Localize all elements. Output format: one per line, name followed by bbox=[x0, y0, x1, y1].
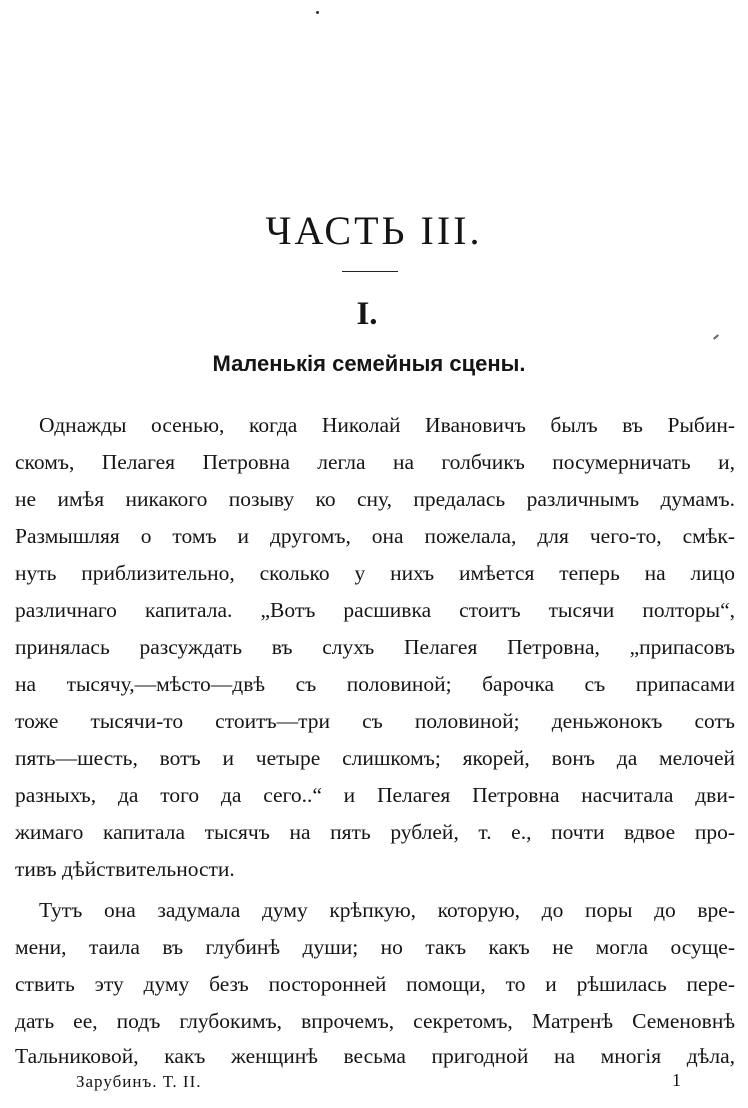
text-line: ствить эту думу безъ посторонней помощи, то и рѣшилась пере- bbox=[15, 972, 735, 996]
text-line: на тысячу,—мѣсто—двѣ съ половиной; барочка съ припасами bbox=[15, 672, 735, 696]
part-title: ЧАСТЬ III. bbox=[265, 208, 483, 253]
signature-mark: Зарубинъ. Т. II. bbox=[76, 1072, 202, 1091]
text-line: тивъ дѣйствительности. bbox=[15, 857, 235, 881]
text-line: нуть приблизительно, сколько у нихъ имѣется теперь на лицо bbox=[15, 561, 735, 585]
text-line: Однажды осенью, когда Николай Ивановичъ былъ въ Рыбин- bbox=[39, 413, 735, 437]
text-line: дать ее, подъ глубокимъ, впрочемъ, секретомъ, Матренѣ Семеновнѣ bbox=[15, 1009, 735, 1033]
text-line: разныхъ, да того да сего..“ и Пелагея Петровна насчитала дви- bbox=[15, 783, 735, 807]
text-line: принялась разсуждать въ слухъ Пелагея Петровна, „припасовъ bbox=[15, 635, 735, 659]
text-line: скомъ, Пелагея Петровна легла на голбчикъ посумерничать и, bbox=[15, 450, 735, 474]
text-line: не имѣя никакого позыву ко сну, предалась различнымъ думамъ. bbox=[15, 487, 735, 511]
text-line: мени, таила въ глубинѣ души; но такъ какъ не могла осуще- bbox=[15, 935, 735, 959]
chapter-title: Маленькія семейныя сцены. bbox=[212, 351, 526, 376]
text-line: Тальниковой, какъ женщинѣ весьма пригодной на многія дѣла, bbox=[15, 1044, 735, 1068]
text-line: Размышляя о томъ и другомъ, она пожелала, для чего-то, смѣк- bbox=[15, 524, 735, 548]
title-divider bbox=[342, 271, 398, 272]
text-line: Тутъ она задумала думу крѣпкую, которую, до поры до вре- bbox=[39, 898, 735, 922]
page-number: 1 bbox=[672, 1070, 681, 1090]
print-mark bbox=[713, 334, 719, 339]
print-speck bbox=[316, 11, 319, 14]
text-line: пять—шесть, вотъ и четыре слишкомъ; якорей, вонъ да мелочей bbox=[15, 746, 735, 770]
text-line: различнаго капитала. „Вотъ расшивка стоитъ тысячи полторы“, bbox=[15, 598, 735, 622]
text-line: жимаго капитала тысячъ на пять рублей, т. е., почти вдвое про- bbox=[15, 820, 735, 844]
text-line: тоже тысячи-то стоитъ—три съ половиной; деньжонокъ сотъ bbox=[15, 709, 735, 733]
chapter-number: I. bbox=[356, 296, 378, 332]
